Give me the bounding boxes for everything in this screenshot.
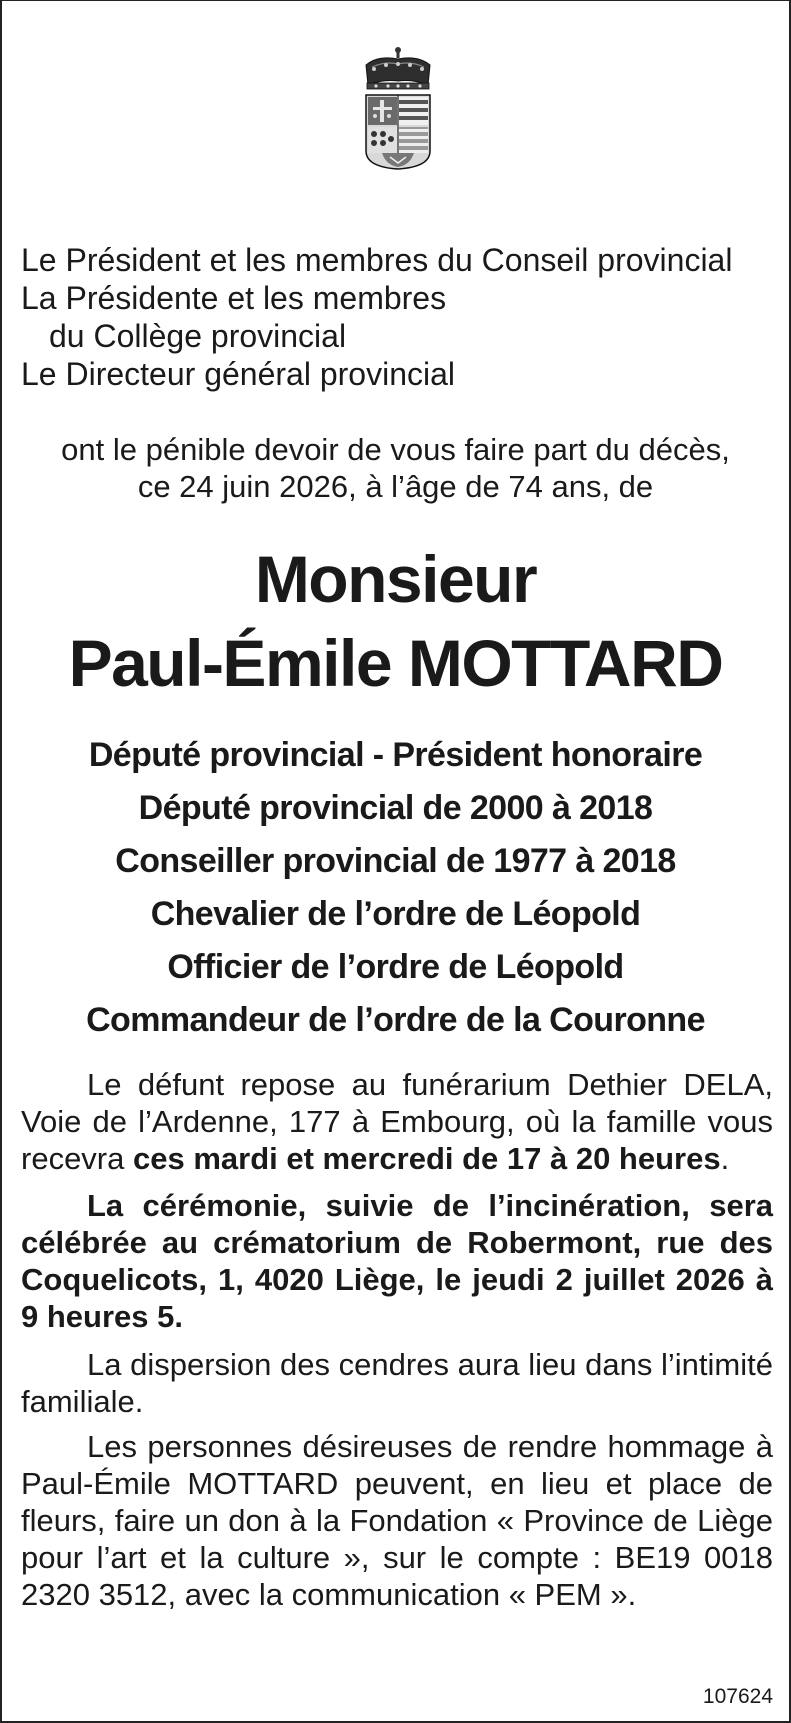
deceased-title: Monsieur [254,542,537,616]
ceremony-text: La cérémonie, suivie de l’incinération, sera célébrée au crématorium de Robermont, rue des Coquelicots, 1, 4020 Liège, le jeudi 2 juillet 2026 à 9 heures 5. [21,1188,773,1334]
visitation-paragraph [21,1066,773,1186]
announcement-line: ont le pénible devoir de vous faire part du décès, [61,432,730,467]
honor-line: Commandeur de l’ordre de la Couronne [86,1001,705,1039]
ceremony-paragraph [21,1187,773,1344]
visitation-end: . [720,1141,730,1176]
honor-line: Chevalier de l’ordre de Léopold [150,895,641,933]
deceased-name: Paul-Émile MOTTARD [68,626,723,700]
donation-text: Les personnes désireuses de rendre hommage à Paul-Émile MOTTARD peuvent, en lieu et place de fleurs, faire un don à la Fondation « Province de Liège pour l’art et la culture », sur le compte : BE19 0018 2320 3512, avec la communication « PEM ». [21,1429,773,1612]
reference-number: 107624 [702,1685,773,1708]
issuer-line: La Présidente et les membres [21,280,447,316]
donation-paragraph [21,1428,773,1622]
issuers-list [21,241,781,393]
honor-line: Officier de l’ordre de Léopold [167,948,624,986]
ashes-text: La dispersion des cendres aura lieu dans l’intimité familiale. [21,1347,773,1419]
provincial-coat-of-arms-icon [358,45,438,185]
visitation-times: ces mardi et mercredi de 17 à 20 heures [132,1141,721,1176]
issuer-line: du Collège provincial [49,318,347,354]
honor-line: Député provincial - Président honoraire [88,736,703,774]
visitation-text: Le défunt repose au funérarium Dethier DELA, Voie de l’Ardenne, 177 à Embourg, où la famille vous recevra [21,1067,773,1176]
honor-line: Conseiller provincial de 1977 à 2018 [115,842,676,880]
honors-list [12,729,779,1047]
announcement [12,431,779,505]
issuer-line: Le Directeur général provincial [21,356,455,392]
deceased-name-block [12,537,779,705]
issuer-line: Le Président et les membres du Conseil provincial [21,242,733,278]
ashes-paragraph [21,1346,773,1429]
honor-line: Député provincial de 2000 à 2018 [138,789,653,827]
announcement-line: ce 24 juin 2026, à l’âge de 74 ans, de [137,469,654,504]
